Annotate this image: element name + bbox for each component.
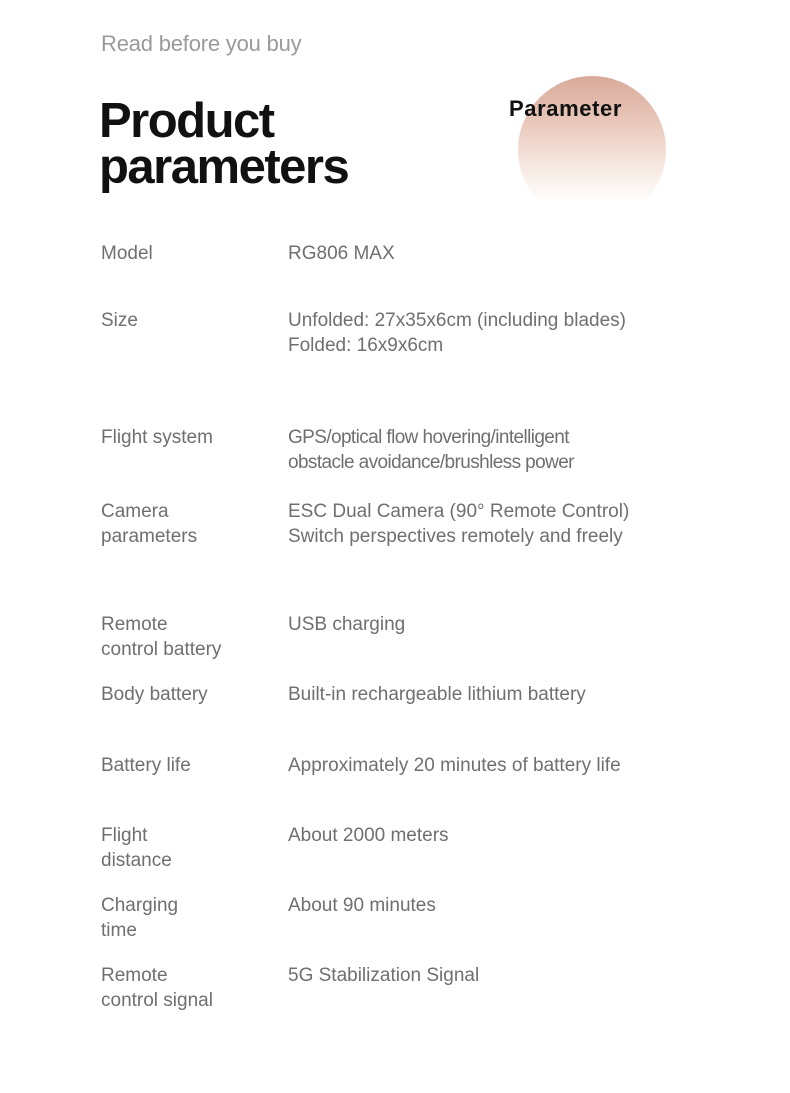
spec-value-line: ESC Dual Camera (90° Remote Control) — [288, 501, 630, 522]
spec-value — [288, 963, 728, 988]
spec-value — [288, 893, 728, 918]
subtitle: Read before you buy — [101, 31, 302, 56]
spec-label — [101, 963, 271, 1013]
spec-value-line: Folded: 16x9x6cm — [288, 335, 444, 356]
spec-label — [101, 612, 271, 662]
spec-value — [288, 425, 728, 475]
spec-label-line: Battery life — [101, 755, 191, 776]
spec-value-line: GPS/optical flow hovering/intelligent — [288, 427, 569, 448]
spec-label-line: Camera — [101, 501, 169, 522]
spec-value-line: Approximately 20 minutes of battery life — [288, 755, 621, 776]
spec-label — [101, 499, 271, 549]
spec-value-line: RG806 MAX — [288, 243, 395, 264]
spec-value-line: USB charging — [288, 614, 406, 635]
spec-label-line: control signal — [101, 990, 213, 1011]
spec-value — [288, 823, 728, 848]
spec-value — [288, 612, 728, 637]
spec-label-line: Flight system — [101, 427, 213, 448]
spec-label — [101, 823, 271, 873]
spec-label-line: Size — [101, 310, 138, 331]
parameter-badge — [505, 72, 675, 182]
spec-label-line: Body battery — [101, 684, 208, 705]
spec-label — [101, 682, 271, 707]
spec-label-line: Flight — [101, 825, 148, 846]
spec-value — [288, 499, 728, 549]
spec-label-line: Charging — [101, 895, 179, 916]
spec-label — [101, 308, 271, 333]
spec-value-line: 5G Stabilization Signal — [288, 965, 480, 986]
spec-label-line: control battery — [101, 639, 222, 660]
spec-value-line: obstacle avoidance/brushless power — [288, 452, 574, 473]
spec-value-line: Switch perspectives remotely and freely — [288, 526, 623, 547]
page-title — [99, 94, 349, 194]
spec-label-line: time — [101, 920, 137, 941]
spec-value-line: Unfolded: 27x35x6cm (including blades) — [288, 310, 626, 331]
spec-value — [288, 682, 728, 707]
spec-label-line: parameters — [101, 526, 198, 547]
spec-label-line: Remote — [101, 965, 168, 986]
spec-label — [101, 241, 271, 266]
spec-label — [101, 425, 271, 450]
spec-label — [101, 893, 271, 943]
page-title-line1: Product — [99, 94, 274, 148]
spec-label — [101, 753, 271, 778]
spec-value-line: About 90 minutes — [288, 895, 436, 916]
spec-value — [288, 308, 728, 358]
spec-label-line: Model — [101, 243, 153, 264]
page-title-line2: parameters — [99, 140, 349, 194]
spec-value — [288, 753, 728, 778]
badge-label: Parameter — [509, 96, 623, 121]
spec-value-line: Built-in rechargeable lithium battery — [288, 684, 586, 705]
spec-value — [288, 241, 728, 266]
spec-label-line: Remote — [101, 614, 168, 635]
spec-value-line: About 2000 meters — [288, 825, 449, 846]
spec-label-line: distance — [101, 850, 172, 871]
